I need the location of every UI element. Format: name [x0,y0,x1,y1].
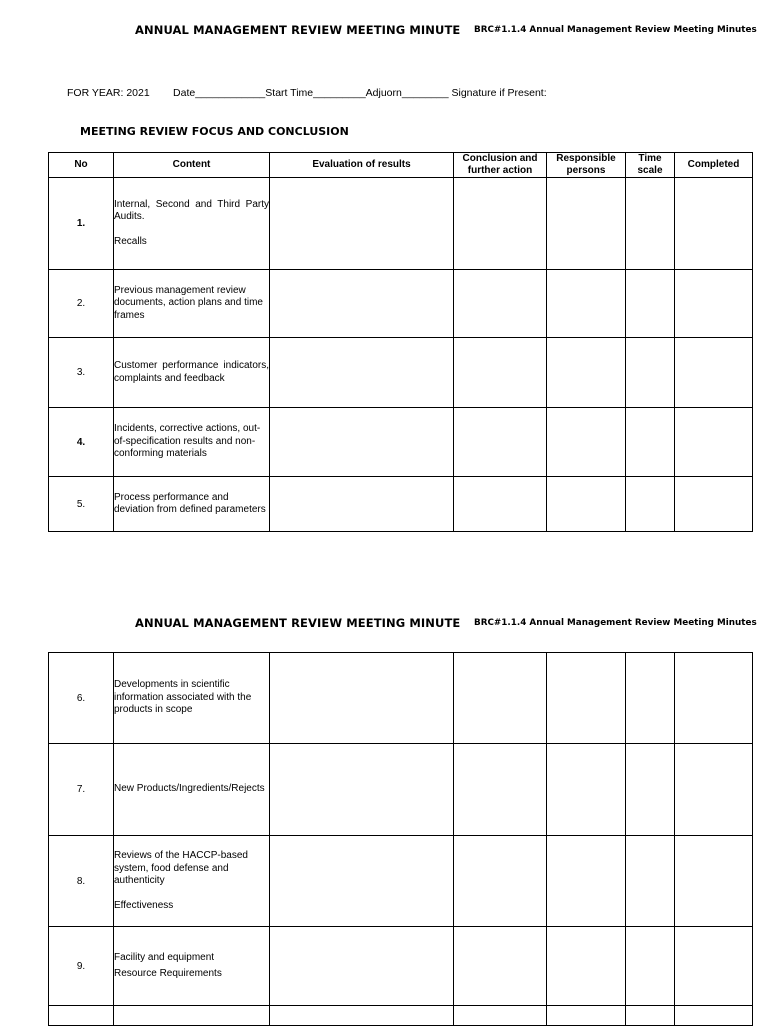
time-scale-cell[interactable] [626,653,675,744]
evaluation-cell[interactable] [270,338,454,408]
review-table-page-2 [48,652,753,1026]
responsible-cell[interactable] [547,653,626,744]
responsible-cell[interactable] [547,408,626,477]
row-content-line: Customer performance indicators, complaints and feedback [114,360,269,384]
responsible-cell[interactable] [547,744,626,836]
document-reference: BRC#1.1.4 Annual Management Review Meeting Minutes [474,25,757,35]
conclusion-cell[interactable] [454,744,547,836]
column-header-completed: Completed [675,153,753,178]
evaluation-cell[interactable] [270,744,454,836]
row-content [114,408,270,477]
row-number: 2. [49,270,114,338]
column-header-evaluation: Evaluation of results [270,153,454,178]
column-header-conclusion [454,153,547,178]
row-number: 9. [49,927,114,1006]
time-scale-cell[interactable] [626,744,675,836]
row-content [114,477,270,532]
row-content [114,270,270,338]
responsible-cell[interactable] [547,1006,626,1026]
table-row [49,338,753,408]
conclusion-cell[interactable] [454,836,547,927]
column-header-responsible [547,153,626,178]
row-content [114,927,270,1006]
column-header-time-scale [626,153,675,178]
row-number [49,1006,114,1026]
row-content-line: Incidents, corrective actions, out-of-specification results and non-conforming materials [114,423,261,460]
row-content-line: Developments in scientific information associated with the products in scope [114,679,252,716]
evaluation-cell[interactable] [270,408,454,477]
evaluation-cell[interactable] [270,836,454,927]
completed-cell[interactable] [675,836,753,927]
row-number: 3. [49,338,114,408]
row-content [114,1006,270,1026]
column-header-no: No [49,153,114,178]
row-number: 7. [49,744,114,836]
time-scale-cell[interactable] [626,836,675,927]
row-content [114,744,270,836]
table-row [49,178,753,270]
column-header-time-line-1: Time [638,153,662,164]
row-content [114,836,270,927]
table-row [49,1006,753,1026]
responsible-cell[interactable] [547,270,626,338]
table-row [49,836,753,927]
conclusion-cell[interactable] [454,927,547,1006]
row-content-line: Recalls [114,235,147,247]
review-table-page-1 [48,152,753,532]
evaluation-cell[interactable] [270,927,454,1006]
column-header-responsible-line-2: persons [566,165,606,176]
conclusion-cell[interactable] [454,408,547,477]
responsible-cell[interactable] [547,178,626,270]
completed-cell[interactable] [675,927,753,1006]
document-title: ANNUAL MANAGEMENT REVIEW MEETING MINUTE [135,23,461,37]
column-header-time-line-2: scale [637,165,663,176]
row-content-line: Internal, Second and Third Party Audits. [114,198,269,223]
conclusion-cell[interactable] [454,338,547,408]
time-scale-cell[interactable] [626,270,675,338]
time-scale-cell[interactable] [626,927,675,1006]
section-title: MEETING REVIEW FOCUS AND CONCLUSION [80,125,349,138]
table-header-row [49,153,753,178]
responsible-cell[interactable] [547,927,626,1006]
row-number: 1. [49,178,114,270]
time-scale-cell[interactable] [626,338,675,408]
row-content [114,653,270,744]
column-header-conclusion-line-2: further action [467,165,533,176]
time-scale-cell[interactable] [626,178,675,270]
row-content-line: Previous management review documents, action plans and time frames [114,284,263,321]
evaluation-cell[interactable] [270,477,454,532]
row-content-line: Process performance and deviation from defined parameters [114,491,266,515]
completed-cell[interactable] [675,653,753,744]
column-header-responsible-line-1: Responsible [556,153,616,164]
conclusion-cell[interactable] [454,477,547,532]
column-header-content: Content [114,153,270,178]
document-reference-page-2: BRC#1.1.4 Annual Management Review Meeting Minutes [474,618,757,628]
completed-cell[interactable] [675,178,753,270]
table-row [49,477,753,532]
table-row [49,744,753,836]
row-content [114,338,270,408]
conclusion-cell[interactable] [454,653,547,744]
responsible-cell[interactable] [547,338,626,408]
column-header-conclusion-line-1: Conclusion and [462,153,538,164]
evaluation-cell[interactable] [270,178,454,270]
row-content-line: Facility and equipment [114,951,215,963]
evaluation-cell[interactable] [270,270,454,338]
row-content-line: Reviews of the HACCP-based system, food defense and authenticity [114,850,248,886]
evaluation-cell[interactable] [270,1006,454,1026]
conclusion-cell[interactable] [454,270,547,338]
completed-cell[interactable] [675,270,753,338]
time-scale-cell[interactable] [626,1006,675,1026]
document-title-page-2: ANNUAL MANAGEMENT REVIEW MEETING MINUTE [135,616,461,630]
row-content-line: Effectiveness [114,899,174,911]
table-row [49,408,753,477]
time-scale-cell[interactable] [626,477,675,532]
row-number: 8. [49,836,114,927]
completed-cell[interactable] [675,338,753,408]
row-content-line: New Products/Ingredients/Rejects [114,783,265,795]
completed-cell[interactable] [675,477,753,532]
row-number: 4. [49,408,114,477]
meeting-meta-line: FOR YEAR: 2021 Date____________Start Time_________Adjuorn________ Signature if Present: [67,87,547,99]
table-row [49,927,753,1006]
completed-cell[interactable] [675,1006,753,1026]
time-scale-cell[interactable] [626,408,675,477]
row-number: 6. [49,653,114,744]
completed-cell[interactable] [675,744,753,836]
row-content-line: Resource Requirements [114,968,222,979]
table-row [49,653,753,744]
table-row [49,270,753,338]
evaluation-cell[interactable] [270,653,454,744]
completed-cell[interactable] [675,408,753,477]
row-content [114,178,270,270]
responsible-cell[interactable] [547,836,626,927]
row-number: 5. [49,477,114,532]
conclusion-cell[interactable] [454,1006,547,1026]
responsible-cell[interactable] [547,477,626,532]
conclusion-cell[interactable] [454,178,547,270]
